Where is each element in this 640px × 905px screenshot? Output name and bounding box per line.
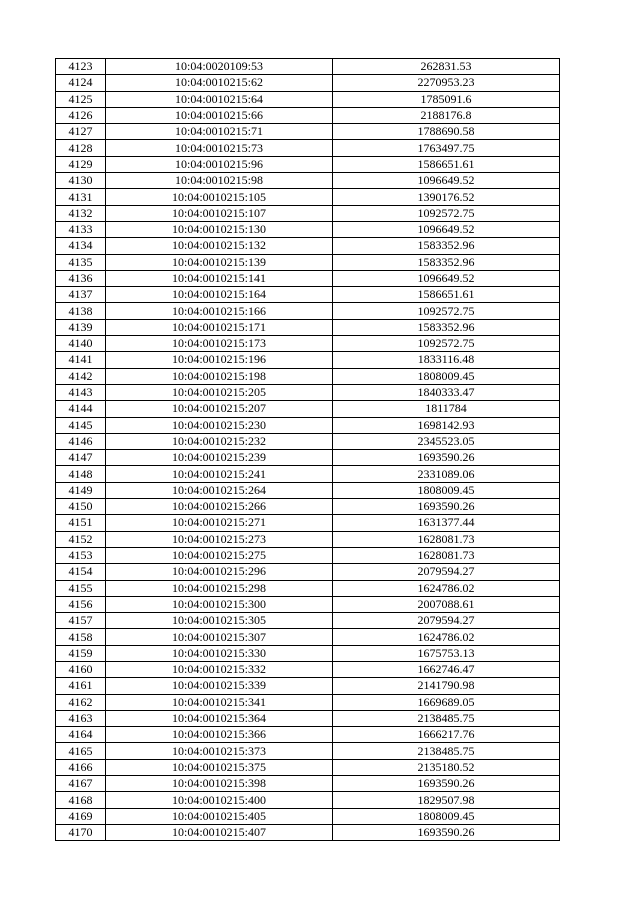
value-cell: 2138485.75 (333, 743, 560, 759)
row-number-cell: 4137 (56, 287, 106, 303)
cadastral-number-cell: 10:04:0010215:275 (106, 547, 333, 563)
cadastral-number-cell: 10:04:0010215:341 (106, 694, 333, 710)
row-number-cell: 4162 (56, 694, 106, 710)
cadastral-number-cell: 10:04:0010215:339 (106, 678, 333, 694)
value-cell: 1092572.75 (333, 303, 560, 319)
table-row (56, 613, 560, 629)
data-table (55, 58, 560, 841)
value-cell: 1693590.26 (333, 450, 560, 466)
table-row (56, 580, 560, 596)
value-cell: 1833116.48 (333, 352, 560, 368)
row-number-cell: 4144 (56, 401, 106, 417)
table-row (56, 173, 560, 189)
cadastral-number-cell: 10:04:0010215:300 (106, 596, 333, 612)
table-row (56, 678, 560, 694)
row-number-cell: 4164 (56, 727, 106, 743)
table-row (56, 401, 560, 417)
cadastral-number-cell: 10:04:0010215:366 (106, 727, 333, 743)
cadastral-number-cell: 10:04:0010215:232 (106, 433, 333, 449)
value-cell: 1628081.73 (333, 531, 560, 547)
cadastral-number-cell: 10:04:0010215:130 (106, 221, 333, 237)
row-number-cell: 4153 (56, 547, 106, 563)
cadastral-number-cell: 10:04:0010215:264 (106, 482, 333, 498)
table-row (56, 91, 560, 107)
table-row (56, 629, 560, 645)
table-row (56, 270, 560, 286)
cadastral-number-cell: 10:04:0010215:196 (106, 352, 333, 368)
row-number-cell: 4152 (56, 531, 106, 547)
value-cell: 1675753.13 (333, 645, 560, 661)
table-row (56, 596, 560, 612)
row-number-cell: 4170 (56, 824, 106, 840)
table-row (56, 433, 560, 449)
cadastral-number-cell: 10:04:0010215:273 (106, 531, 333, 547)
table-row (56, 450, 560, 466)
value-cell: 1583352.96 (333, 238, 560, 254)
cadastral-number-cell: 10:04:0010215:66 (106, 107, 333, 123)
table-row (56, 140, 560, 156)
row-number-cell: 4150 (56, 499, 106, 515)
value-cell: 1092572.75 (333, 336, 560, 352)
table-row (56, 238, 560, 254)
table-row (56, 352, 560, 368)
value-cell: 2007088.61 (333, 596, 560, 612)
row-number-cell: 4125 (56, 91, 106, 107)
value-cell: 2270953.23 (333, 75, 560, 91)
cadastral-number-cell: 10:04:0010215:139 (106, 254, 333, 270)
row-number-cell: 4127 (56, 124, 106, 140)
table-row (56, 694, 560, 710)
value-cell: 2079594.27 (333, 564, 560, 580)
value-cell: 1624786.02 (333, 580, 560, 596)
table-row (56, 221, 560, 237)
value-cell: 1631377.44 (333, 515, 560, 531)
table-row (56, 743, 560, 759)
table-row (56, 482, 560, 498)
row-number-cell: 4165 (56, 743, 106, 759)
table-row (56, 564, 560, 580)
cadastral-number-cell: 10:04:0010215:107 (106, 205, 333, 221)
cadastral-number-cell: 10:04:0010215:171 (106, 319, 333, 335)
cadastral-number-cell: 10:04:0010215:141 (106, 270, 333, 286)
value-cell: 2331089.06 (333, 466, 560, 482)
cadastral-number-cell: 10:04:0010215:405 (106, 808, 333, 824)
row-number-cell: 4145 (56, 417, 106, 433)
table-row (56, 808, 560, 824)
row-number-cell: 4169 (56, 808, 106, 824)
value-cell: 2345523.05 (333, 433, 560, 449)
value-cell: 2188176.8 (333, 107, 560, 123)
cadastral-number-cell: 10:04:0010215:105 (106, 189, 333, 205)
row-number-cell: 4128 (56, 140, 106, 156)
table-row (56, 384, 560, 400)
table-row (56, 759, 560, 775)
cadastral-number-cell: 10:04:0020109:53 (106, 59, 333, 75)
table-row (56, 59, 560, 75)
row-number-cell: 4148 (56, 466, 106, 482)
row-number-cell: 4132 (56, 205, 106, 221)
value-cell: 2138485.75 (333, 710, 560, 726)
value-cell: 1811784 (333, 401, 560, 417)
table-row (56, 205, 560, 221)
value-cell: 1628081.73 (333, 547, 560, 563)
cadastral-number-cell: 10:04:0010215:271 (106, 515, 333, 531)
table-row (56, 189, 560, 205)
row-number-cell: 4123 (56, 59, 106, 75)
cadastral-number-cell: 10:04:0010215:305 (106, 613, 333, 629)
cadastral-number-cell: 10:04:0010215:132 (106, 238, 333, 254)
value-cell: 1829507.98 (333, 792, 560, 808)
row-number-cell: 4139 (56, 319, 106, 335)
value-cell: 1096649.52 (333, 270, 560, 286)
value-cell: 1785091.6 (333, 91, 560, 107)
cadastral-number-cell: 10:04:0010215:407 (106, 824, 333, 840)
cadastral-number-cell: 10:04:0010215:330 (106, 645, 333, 661)
table-row (56, 515, 560, 531)
value-cell: 1624786.02 (333, 629, 560, 645)
value-cell: 2079594.27 (333, 613, 560, 629)
value-cell: 1693590.26 (333, 776, 560, 792)
row-number-cell: 4126 (56, 107, 106, 123)
row-number-cell: 4156 (56, 596, 106, 612)
value-cell: 1662746.47 (333, 661, 560, 677)
value-cell: 1092572.75 (333, 205, 560, 221)
value-cell: 1693590.26 (333, 824, 560, 840)
cadastral-number-cell: 10:04:0010215:239 (106, 450, 333, 466)
value-cell: 1666217.76 (333, 727, 560, 743)
row-number-cell: 4149 (56, 482, 106, 498)
cadastral-number-cell: 10:04:0010215:166 (106, 303, 333, 319)
cadastral-number-cell: 10:04:0010215:73 (106, 140, 333, 156)
cadastral-number-cell: 10:04:0010215:62 (106, 75, 333, 91)
table-row (56, 499, 560, 515)
value-cell: 262831.53 (333, 59, 560, 75)
row-number-cell: 4131 (56, 189, 106, 205)
value-cell: 1808009.45 (333, 808, 560, 824)
row-number-cell: 4151 (56, 515, 106, 531)
value-cell: 1669689.05 (333, 694, 560, 710)
value-cell: 1698142.93 (333, 417, 560, 433)
cadastral-number-cell: 10:04:0010215:298 (106, 580, 333, 596)
row-number-cell: 4133 (56, 221, 106, 237)
row-number-cell: 4154 (56, 564, 106, 580)
row-number-cell: 4146 (56, 433, 106, 449)
row-number-cell: 4141 (56, 352, 106, 368)
row-number-cell: 4168 (56, 792, 106, 808)
table-row (56, 727, 560, 743)
value-cell: 1583352.96 (333, 319, 560, 335)
row-number-cell: 4157 (56, 613, 106, 629)
row-number-cell: 4147 (56, 450, 106, 466)
cadastral-number-cell: 10:04:0010215:364 (106, 710, 333, 726)
value-cell: 1096649.52 (333, 173, 560, 189)
row-number-cell: 4159 (56, 645, 106, 661)
cadastral-number-cell: 10:04:0010215:98 (106, 173, 333, 189)
table-row (56, 107, 560, 123)
cadastral-number-cell: 10:04:0010215:296 (106, 564, 333, 580)
cadastral-number-cell: 10:04:0010215:207 (106, 401, 333, 417)
cadastral-number-cell: 10:04:0010215:400 (106, 792, 333, 808)
table-row (56, 124, 560, 140)
cadastral-number-cell: 10:04:0010215:241 (106, 466, 333, 482)
row-number-cell: 4136 (56, 270, 106, 286)
cadastral-number-cell: 10:04:0010215:71 (106, 124, 333, 140)
table-row (56, 336, 560, 352)
table-row (56, 303, 560, 319)
row-number-cell: 4134 (56, 238, 106, 254)
row-number-cell: 4142 (56, 368, 106, 384)
table-row (56, 319, 560, 335)
table-row (56, 466, 560, 482)
value-cell: 1586651.61 (333, 156, 560, 172)
row-number-cell: 4155 (56, 580, 106, 596)
cadastral-number-cell: 10:04:0010215:230 (106, 417, 333, 433)
row-number-cell: 4130 (56, 173, 106, 189)
table-row (56, 824, 560, 840)
row-number-cell: 4163 (56, 710, 106, 726)
table-row (56, 287, 560, 303)
table-row (56, 75, 560, 91)
row-number-cell: 4129 (56, 156, 106, 172)
table-body (56, 59, 560, 841)
cadastral-number-cell: 10:04:0010215:173 (106, 336, 333, 352)
cadastral-number-cell: 10:04:0010215:96 (106, 156, 333, 172)
value-cell: 1808009.45 (333, 482, 560, 498)
row-number-cell: 4160 (56, 661, 106, 677)
table-row (56, 710, 560, 726)
value-cell: 1693590.26 (333, 499, 560, 515)
table-row (56, 417, 560, 433)
value-cell: 1586651.61 (333, 287, 560, 303)
cadastral-number-cell: 10:04:0010215:307 (106, 629, 333, 645)
row-number-cell: 4167 (56, 776, 106, 792)
row-number-cell: 4140 (56, 336, 106, 352)
cadastral-number-cell: 10:04:0010215:64 (106, 91, 333, 107)
table-row (56, 792, 560, 808)
row-number-cell: 4166 (56, 759, 106, 775)
value-cell: 2135180.52 (333, 759, 560, 775)
cadastral-number-cell: 10:04:0010215:198 (106, 368, 333, 384)
table-row (56, 531, 560, 547)
table-row (56, 156, 560, 172)
value-cell: 2141790.98 (333, 678, 560, 694)
table-row (56, 547, 560, 563)
row-number-cell: 4138 (56, 303, 106, 319)
row-number-cell: 4161 (56, 678, 106, 694)
table-row (56, 661, 560, 677)
row-number-cell: 4135 (56, 254, 106, 270)
value-cell: 1788690.58 (333, 124, 560, 140)
table-row (56, 368, 560, 384)
value-cell: 1840333.47 (333, 384, 560, 400)
table-row (56, 254, 560, 270)
cadastral-number-cell: 10:04:0010215:164 (106, 287, 333, 303)
table-row (56, 776, 560, 792)
row-number-cell: 4158 (56, 629, 106, 645)
value-cell: 1808009.45 (333, 368, 560, 384)
cadastral-number-cell: 10:04:0010215:398 (106, 776, 333, 792)
cadastral-number-cell: 10:04:0010215:373 (106, 743, 333, 759)
row-number-cell: 4124 (56, 75, 106, 91)
cadastral-number-cell: 10:04:0010215:332 (106, 661, 333, 677)
row-number-cell: 4143 (56, 384, 106, 400)
cadastral-number-cell: 10:04:0010215:375 (106, 759, 333, 775)
value-cell: 1583352.96 (333, 254, 560, 270)
cadastral-number-cell: 10:04:0010215:205 (106, 384, 333, 400)
value-cell: 1390176.52 (333, 189, 560, 205)
value-cell: 1096649.52 (333, 221, 560, 237)
cadastral-number-cell: 10:04:0010215:266 (106, 499, 333, 515)
value-cell: 1763497.75 (333, 140, 560, 156)
table-row (56, 645, 560, 661)
